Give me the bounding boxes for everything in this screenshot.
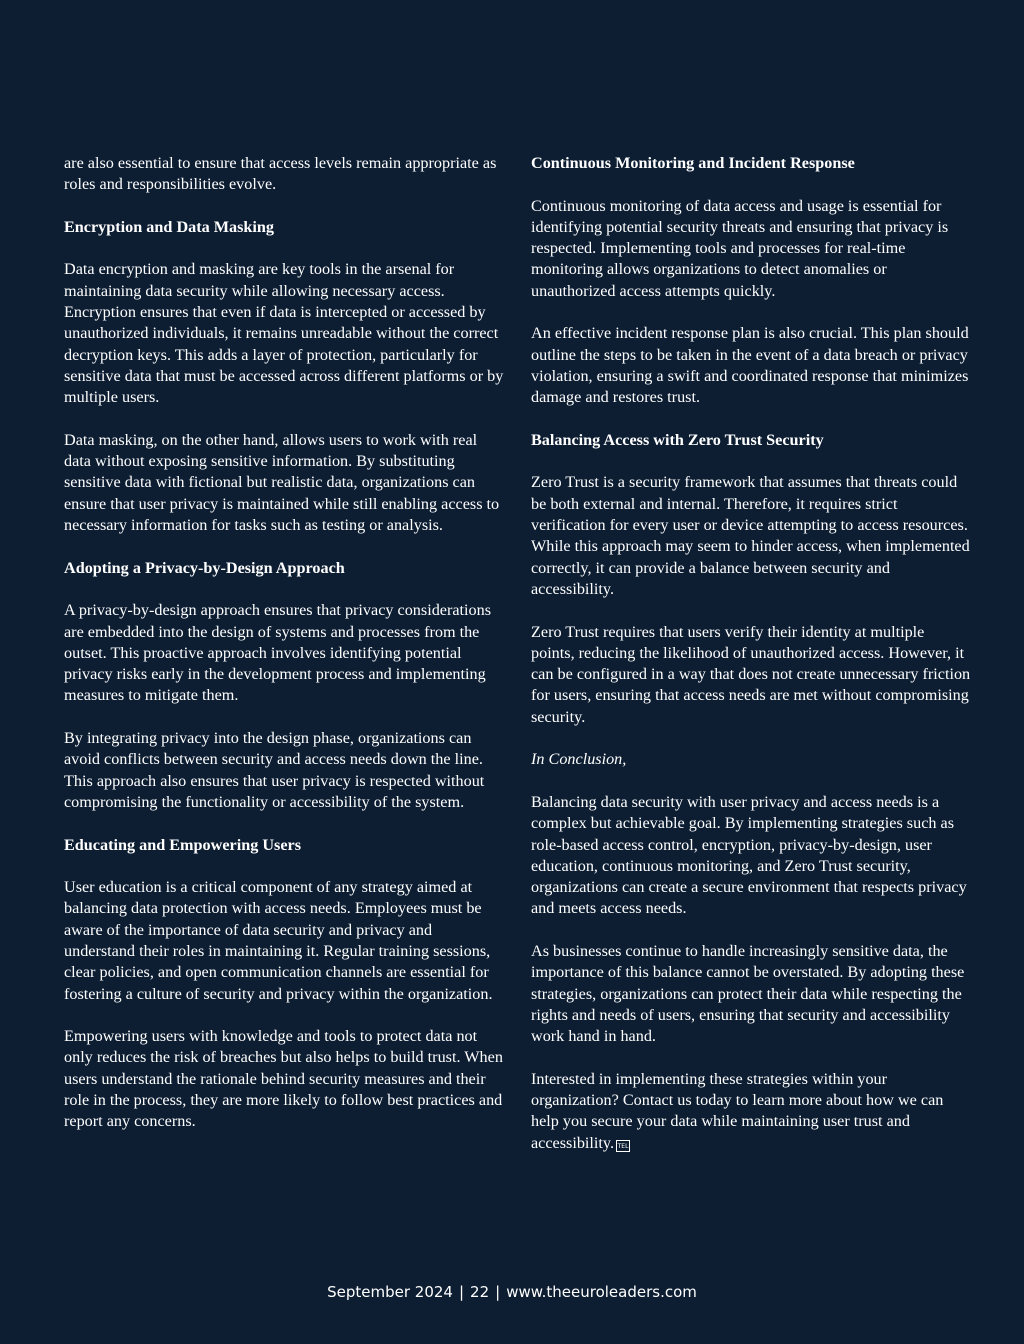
website-link[interactable]: www.theeuroleaders.com: [506, 1283, 697, 1301]
left-column: [64, 153, 504, 1154]
right-column: [531, 153, 971, 1175]
paragraph: Zero Trust requires that users verify their identity at multiple points, reducing the likelihood of unauthorized access. However, it can be configured in a way that does not create unnecessary friction for users, ensuring that access needs are met without compromising security.: [531, 622, 971, 726]
paragraph: Data encryption and masking are key tools in the arsenal for maintaining data security while allowing necessary access. Encryption ensures that even if data is intercepted or accessed by unauthorized individuals, it remains unreadable without the correct decryption keys. This adds a layer of protection, particularly for sensitive data that must be accessed across different platforms or by multiple users.: [64, 260, 504, 407]
section-heading-privacy-by-design: Adopting a Privacy-by-Design Approach: [64, 558, 345, 577]
page-number: 22: [470, 1283, 490, 1301]
paragraph: User education is a critical component of any strategy aimed at balancing data protection with access needs. Employees must be aware of the importance of data security and privacy and understand their roles in maintaining it. Regular training sessions, clear policies, and open communication channels are essential for fostering a culture of security and privacy within the organization.: [64, 878, 493, 1003]
section-heading-encryption: Encryption and Data Masking: [64, 217, 275, 236]
paragraph: An effective incident response plan is also crucial. This plan should outline the steps to be taken in the event of a data breach or privacy violation, ensuring a swift and coordinated response that minimizes damage and restores trust.: [531, 324, 969, 407]
section-heading-monitoring: Continuous Monitoring and Incident Response: [531, 154, 855, 172]
end-of-article-icon: TEL: [616, 1140, 630, 1152]
closing-text: Interested in implementing these strategies within your organization? Contact us today to learn more about how we can help you secure your data while maintaining user trust and accessibility.: [531, 1069, 944, 1152]
page-footer: [0, 1282, 1024, 1302]
paragraph: A privacy-by-design approach ensures that privacy considerations are embedded into the design of systems and processes from the outset. This proactive approach involves identifying potential privacy risks early in the development process and implementing measures to mitigate them.: [64, 601, 492, 705]
paragraph: Balancing data security with user privacy and access needs is a complex but achievable goal. By implementing strategies such as role-based access control, encryption, privacy-by-design, user education, continuous monitoring, and Zero Trust security, organizations can create a secure environment that respects privacy and meets access needs.: [531, 792, 967, 918]
section-heading-educating-users: Educating and Empowering Users: [64, 835, 301, 854]
conclusion-heading: In Conclusion,: [531, 750, 627, 769]
footer-separator: |: [458, 1283, 465, 1301]
paragraph: Data masking, on the other hand, allows users to work with real data without exposing sensitive information. By substituting sensitive data with fictional but realistic data, organizations can ensure that user privacy is maintained while still enabling access to necessary information for tasks such as testing or analysis.: [64, 430, 500, 535]
section-heading-zero-trust: Balancing Access with Zero Trust Security: [531, 430, 824, 449]
issue-date: September 2024: [327, 1283, 453, 1301]
paragraph: Continuous monitoring of data access and usage is essential for identifying potential security threats and ensuring that privacy is respected. Implementing tools and processes for real-time monitoring allows organizations to detect anomalies or unauthorized access attempts quickly.: [531, 196, 949, 300]
paragraph: By integrating privacy into the design phase, organizations can avoid conflicts between security and access needs down the line. This approach also ensures that user privacy is respected without compromising the functionality or accessibility of the system.: [64, 729, 485, 811]
closing-paragraph: [531, 1069, 971, 1154]
paragraph: Empowering users with knowledge and tools to protect data not only reduces the risk of breaches but also helps to build trust. When users understand the rationale behind security measures and their role in the process, they are more likely to follow best practices and report any concerns.: [64, 1027, 503, 1131]
paragraph: As businesses continue to handle increasingly sensitive data, the importance of this balance cannot be overstated. By adopting these strategies, organizations can protect their data while respecting the rights and needs of users, ensuring that security and accessibility work hand in hand.: [531, 941, 965, 1046]
paragraph: are also essential to ensure that access levels remain appropriate as roles and responsibilities evolve.: [64, 154, 497, 194]
paragraph: Zero Trust is a security framework that assumes that threats could be both external and internal. Therefore, it requires strict verification for every user or device attempting to access resources. While this approach may seem to hinder access, when implemented correctly, it can provide a balance between security and accessibility.: [531, 473, 970, 598]
footer-separator: |: [495, 1283, 501, 1301]
